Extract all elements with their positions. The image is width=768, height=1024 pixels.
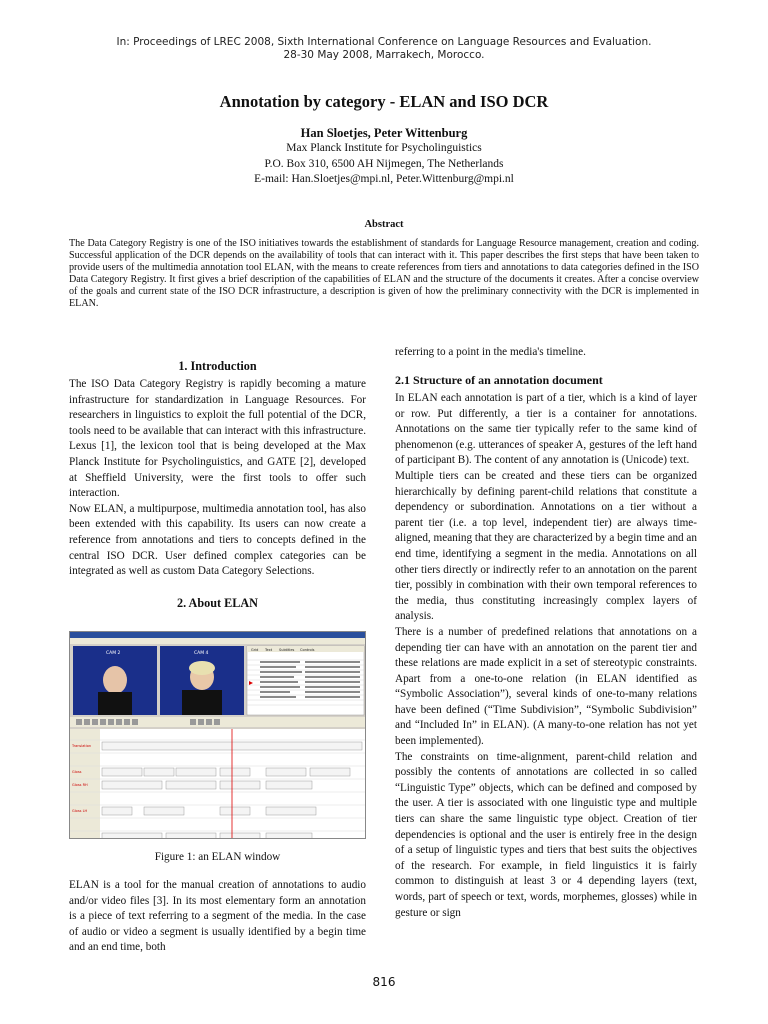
intro-paragraph-1: The ISO Data Category Registry is rapidly becoming a mature infrastructure for standardization in Language Resources. For researchers in linguistics to exploit the full potential of the DCR, tools need to be available that can interact with this infrastructure. Lexus [1], the lexicon tool that is being developed at the Max Planck Institute for Psycholinguistics, and GATE [2], developed at Sheffield University, were the first tools to offer such interaction.: [69, 378, 366, 500]
svg-text:Gloss LH: Gloss LH: [72, 809, 88, 813]
elan-paragraph-1: ELAN is a tool for the manual creation of annotations to audio and/or video files [3]. In its most elementary form an annotation is a piece of text referring to a segment of the media. In the case of audio or video a segment is usually identified by a begin time and an end time, both: [69, 879, 366, 954]
grid-panel: [247, 646, 364, 715]
abstract-heading: Abstract: [364, 219, 404, 230]
section-2-1-heading: 2.1 Structure of an annotation document: [395, 373, 603, 387]
svg-text:Subtitles: Subtitles: [279, 648, 295, 652]
paper-title: Annotation by category - ELAN and ISO DCR: [219, 92, 549, 111]
email: E-mail: Han.Sloetjes@mpi.nl, Peter.Wittenburg@mpi.nl: [254, 173, 514, 185]
section-1-body: [69, 377, 366, 580]
section-2-1-body: [395, 391, 697, 921]
svg-text:Grid: Grid: [251, 648, 259, 652]
section-2-heading: 2. About ELAN: [177, 596, 258, 610]
structure-paragraph-4: The constraints on time-alignment, parent-child relation and possibly the contents of annotations are collected in so called “Linguistic Type” objects, which can be defined and composed by the user. A tier is associated with one linguistic type and multiple tiers can share the same linguistic type object. Creation of tier dependencies is optional and the user is entirely free in the design of a setup of linguistic types and tiers that best suits the objectives of the research. For example, in field linguistics it is fairly common to distinguish at least 3 or 4 depending layers (text, words, part of speech or text, words, morphemes, glosses) while in gesture or sign: [395, 750, 697, 919]
running-header: [0, 36, 768, 62]
video-2-label: CAM 4: [194, 651, 209, 656]
intro-paragraph-2: Now ELAN, a multipurpose, multimedia annotation tool, has also been extended with this capability. Its users can now create a reference from annotations and tiers to concepts defined in the central ISO DCR. User defined complex categories can be integrated as well as custom Data Category Selections.: [69, 502, 366, 578]
svg-text:Translation: Translation: [72, 744, 92, 748]
svg-text:Gloss: Gloss: [72, 770, 82, 774]
structure-paragraph-1: In ELAN each annotation is part of a tier, which is a kind of layer or row. Put differently, a tier is a container for annotations. Annotations on the same tier typically refer to the same kind of phenomenon (e.g. utterances of speaker A, gestures of the left hand of participant B). The content of any annotation is (Unicode) text.: [395, 392, 697, 467]
figure-1-caption: Figure 1: an ELAN window: [154, 851, 281, 863]
svg-text:Gloss RH: Gloss RH: [72, 783, 88, 787]
affiliation-block: [0, 141, 768, 188]
svg-text:Text: Text: [265, 648, 273, 652]
abstract-text: The Data Category Registry is one of the ISO initiatives towards the establishment of standards for Language Resource management, creation and coding. Successful application of the DCR depends on the availability of tools that can interact with it. This paper describes the first steps that have been taken to provide users of the multimedia annotation tool ELAN, with the means to create references from tiers and annotations to data categories defined in the ISO Data Category Registry. It first gives a brief description of the capabilities of ELAN and the structure of the documents it creates. After a concise overview of the goals and current state of the ISO DCR infrastructure, a description is given of how the preliminary connectivity with the DCR is implemented in ELAN.: [69, 238, 699, 310]
continuation-line: referring to a point in the media's timeline.: [395, 346, 586, 358]
structure-paragraph-3: There is a number of predefined relations that annotations on a depending tier can have with an annotation on the parent tier and these relations are made explicit in a set of stereotypic constraints. Apart from a one-to-one relation (in ELAN identified as “Symbolic Association”), several kinds of one-to-many relations have been defined (“Time Subdivision”, “Symbolic Subdivision” and “Included In” in ELAN). (A many-to-one relation has not yet been implemented).: [395, 625, 697, 748]
elan-window-screenshot: [70, 632, 366, 839]
section-1-heading: 1. Introduction: [178, 359, 257, 373]
address: P.O. Box 310, 6500 AH Nijmegen, The Netherlands: [264, 157, 504, 170]
header-line-1: In: Proceedings of LREC 2008, Sixth International Conference on Language Resources and Evaluation.: [116, 36, 652, 48]
header-line-2: 28-30 May 2008, Marrakech, Morocco.: [283, 49, 485, 61]
structure-paragraph-2: Multiple tiers can be created and these tiers can be organized hierarchically by defining parent-child relations that constitute a dependency or subordination. Annotations on a tier without a parent tier (i.e. a top level, independent tier) are always time-aligned, meaning that they are characterized by a begin time and an end time, identifying a segment in the media. Annotations on all other tiers directly or indirectly refer to an annotation on the parent tier, possibly in combination with their own temporal references to the media, thus constituting increasingly complex layers of analysis.: [395, 469, 697, 623]
institute: Max Planck Institute for Psycholinguistics: [286, 142, 482, 154]
paper-authors: Han Sloetjes, Peter Wittenburg: [300, 126, 468, 140]
elan-window-figure: [69, 631, 366, 839]
svg-text:Controls: Controls: [300, 648, 315, 652]
video-1-label: CAM 2: [106, 651, 121, 656]
page-number: 816: [372, 975, 396, 989]
section-2-body: [69, 878, 366, 956]
continuation-text: [395, 345, 697, 361]
